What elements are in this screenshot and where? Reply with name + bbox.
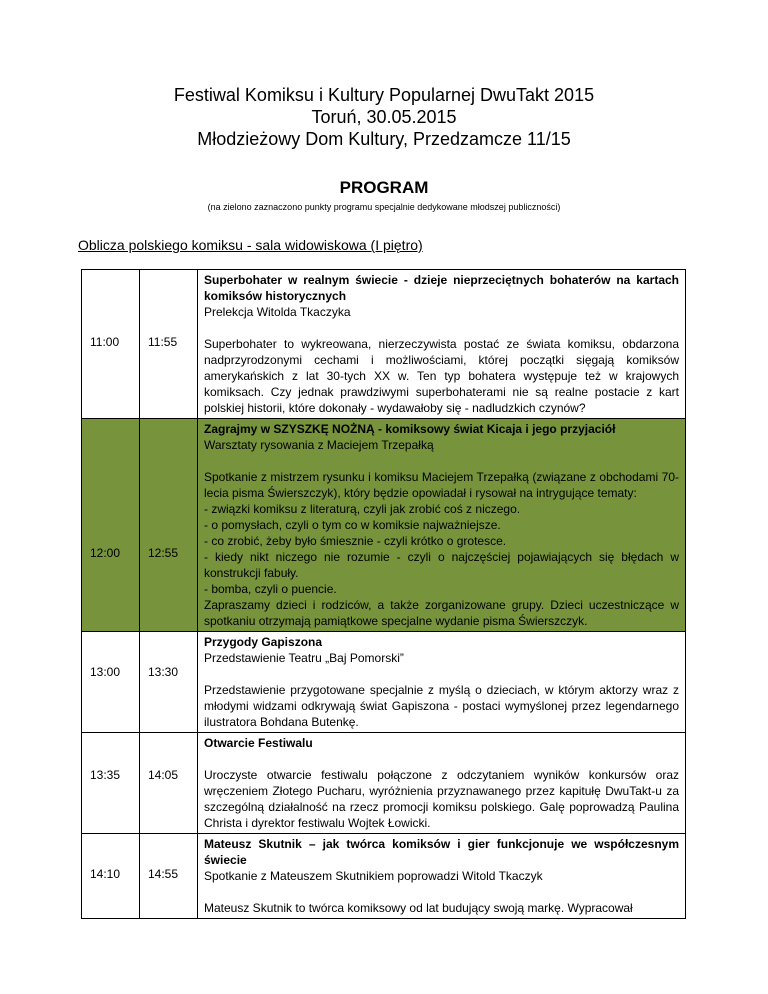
event-title: Zagrajmy w SZYSZKĘ NOŻNĄ - komiksowy świat Kicaja i jego przyjaciół (204, 422, 616, 436)
event-subtitle: Spotkanie z Mateuszem Skutnikiem poprowadzi Witold Tkaczyk (204, 869, 543, 883)
event-description: Superbohater to wykreowana, nierzeczywista postać ze świata komiksu, obdarzona nadprzyrodzonymi cechami i możliwościami, której początki sięgają komiksów amerykańskich z lat 30-tych XX w. Ten typ bohatera występuje też w krajowych komiksach. Czy jednak prawdziwymi superbohaterami nie są realne postacie z kart polskiej historii, które dokonały - wydawałoby się - nadludzkich czynów? (204, 337, 679, 415)
document-header (0, 84, 768, 150)
program-heading: PROGRAM (339, 178, 429, 197)
event-description: Uroczyste otwarcie festiwalu połączone z odczytaniem wyników konkursów oraz wręczeniem Złotego Pucharu, wyróżnienia przyznawanego przez kapitułę DwuTakt-u za szczególną działalność na rzecz promocji komiksu polskiego. Galę poprowadzą Paulina Christa i dyrektor festiwalu Wojtek Łowicki. (204, 768, 679, 830)
end-time: 12:55 (148, 546, 179, 560)
program-note: (na zielono zaznaczono punkty programu specjalnie dedykowane młodszej publiczności) (207, 202, 561, 212)
event-description-line: Zapraszamy dzieci i rodziców, a także zorganizowane grupy. Dzieci uczestniczące w spotkaniu otrzymają pamiątkowe specjalne wydanie pisma Świerszczyk. (204, 598, 679, 628)
event-title: Superbohater w realnym świecie - dzieje nieprzeciętnych bohaterów na kartach komiksów historycznych (204, 273, 679, 303)
event-subtitle: Warsztaty rysowania z Maciejem Trzepałką (204, 438, 434, 452)
schedule-table (81, 269, 686, 919)
start-time: 11:00 (90, 335, 120, 349)
festival-venue: Młodzieżowy Dom Kultury, Przedzamcze 11/15 (197, 129, 571, 149)
event-title: Otwarcie Festiwalu (204, 736, 313, 750)
end-time: 13:30 (148, 665, 179, 679)
festival-date-place: Toruń, 30.05.2015 (311, 107, 457, 127)
event-title: Przygody Gapiszona (204, 635, 323, 649)
event-description-line: - kiedy nikt niczego nie rozumie - czyli o najczęściej pojawiających się błędach w konstrukcji fabuły. (204, 550, 679, 580)
section-title: Oblicza polskiego komiksu - sala widowiskowa (I piętro) (78, 237, 423, 253)
start-time: 12:00 (90, 546, 121, 560)
start-time: 13:00 (90, 665, 121, 679)
table-row (82, 834, 686, 919)
table-row (82, 632, 686, 733)
start-time: 14:10 (90, 867, 121, 881)
end-time: 11:55 (148, 335, 178, 349)
event-description-line: Spotkanie z mistrzem rysunku i komiksu Maciejem Trzepałką (związane z obchodami 70-lecia pisma Świerszczyk), który będzie opowiadał i rysował na intrygujące tematy: (204, 470, 679, 500)
table-row (82, 419, 686, 632)
festival-title: Festiwal Komiksu i Kultury Popularnej DwuTakt 2015 (173, 85, 595, 105)
event-description-line: - związki komiksu z literaturą, czyli jak zrobić coś z niczego. (204, 502, 521, 516)
event-title: Mateusz Skutnik – jak twórca komiksów i gier funkcjonuje we współczesnym świecie (204, 837, 679, 867)
table-row (82, 733, 686, 834)
event-description-line: - o pomysłach, czyli o tym co w komiksie najważniejsze. (204, 518, 501, 532)
end-time: 14:05 (148, 768, 179, 782)
event-subtitle: Przedstawienie Teatru „Baj Pomorski” (204, 651, 404, 665)
end-time: 14:55 (148, 867, 179, 881)
event-description: Mateusz Skutnik to twórca komiksowy od lat budujący swoją markę. Wypracował (204, 901, 633, 915)
event-description-line: - bomba, czyli o puencie. (204, 582, 337, 596)
event-description-line: - co zrobić, żeby było śmiesznie - czyli krótko o grotesce. (204, 534, 507, 548)
event-subtitle: Prelekcja Witolda Tkaczyka (204, 305, 351, 319)
start-time: 13:35 (90, 768, 121, 782)
event-description: Przedstawienie przygotowane specjalnie z myślą o dzieciach, w którym aktorzy wraz z młodymi widzami odkrywają świat Gapiszona - postaci wymyślonej przez legendarnego ilustratora Bohdana Butenkę. (204, 683, 679, 729)
table-row (82, 270, 686, 419)
